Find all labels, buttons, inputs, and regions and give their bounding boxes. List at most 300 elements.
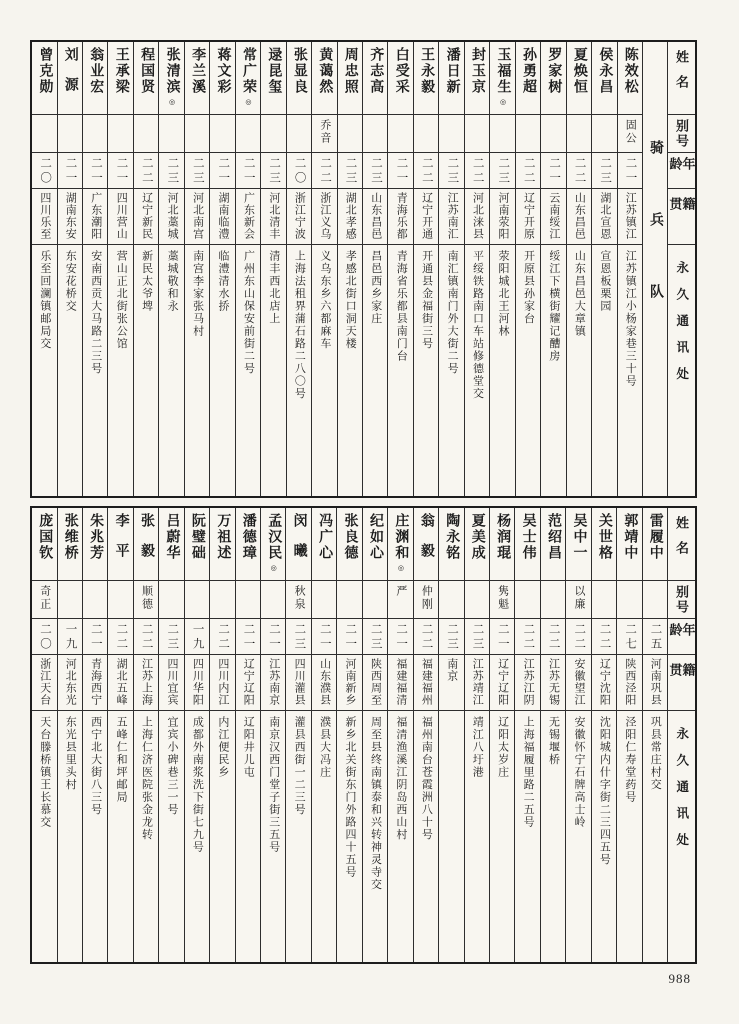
person-address: 青海省乐都县南门台	[388, 244, 412, 496]
person-column	[58, 508, 83, 962]
person-column	[286, 508, 311, 962]
column-header-address: 永久通讯处	[668, 710, 695, 962]
person-column	[439, 42, 464, 496]
person-alias	[515, 580, 539, 618]
person-age: 二一	[388, 152, 412, 188]
person-age: 二一	[210, 152, 234, 188]
person-address: 上海福履里路二五号	[515, 710, 539, 962]
person-alias	[108, 114, 132, 152]
column-header-age: 年龄	[668, 152, 695, 188]
person-name: 王永毅	[419, 47, 435, 95]
person-native-place: 河北南宫	[185, 188, 209, 244]
person-name: 张显良	[291, 47, 307, 95]
person-native-place: 辽宁辽阳	[490, 654, 514, 710]
person-native-place: 湖北宣恩	[592, 188, 616, 244]
header-column	[668, 508, 695, 962]
person-address: 藁城敬和永	[159, 244, 183, 496]
person-column	[83, 508, 108, 962]
person-alias	[363, 580, 387, 618]
person-name: 郭靖中	[622, 513, 638, 561]
person-name: 阮璧础	[189, 513, 205, 561]
person-native-place: 山东濮县	[312, 654, 336, 710]
person-native-place: 河南巩县	[643, 654, 667, 710]
person-column	[490, 42, 515, 496]
column-header-name: 姓名	[674, 50, 689, 100]
person-alias: 以廉	[566, 580, 590, 618]
person-alias	[388, 114, 412, 152]
person-native-place: 辽宁开通	[414, 188, 438, 244]
person-native-place: 江苏靖江	[465, 654, 489, 710]
person-column	[108, 508, 133, 962]
person-column	[236, 42, 261, 496]
person-alias	[159, 114, 183, 152]
person-name: 潘日新	[444, 47, 460, 95]
person-name: 夏美成	[469, 513, 485, 561]
person-age: 二一	[618, 152, 642, 188]
person-name: 张维桥	[62, 513, 78, 561]
person-alias	[210, 580, 234, 618]
person-name: 蒋文彩	[215, 47, 231, 95]
person-column	[515, 508, 540, 962]
person-native-place: 江苏无锡	[541, 654, 565, 710]
person-alias	[592, 114, 616, 152]
person-column	[261, 42, 286, 496]
person-native-place: 山东昌邑	[567, 188, 591, 244]
person-column	[210, 508, 235, 962]
person-native-place: 河南荥阳	[490, 188, 514, 244]
person-native-place: 四川灌县	[286, 654, 310, 710]
person-alias	[83, 114, 107, 152]
person-name: 罗家树	[546, 47, 562, 95]
person-name: 李平	[113, 513, 129, 573]
person-native-place: 湖北五峰	[108, 654, 132, 710]
person-name: 杨润琨	[495, 513, 511, 561]
person-name: 吴中一	[571, 513, 587, 561]
person-alias: 固公	[618, 114, 642, 152]
person-address: 西宁北大街八三号	[83, 710, 107, 962]
person-age: 二一	[541, 152, 565, 188]
person-alias	[541, 114, 565, 152]
person-name: 翁毅	[418, 513, 434, 573]
person-alias	[58, 114, 82, 152]
person-address: 内江便民乡	[210, 710, 234, 962]
person-address: 南宫李家张马村	[185, 244, 209, 496]
person-column	[592, 42, 617, 496]
person-address: 昌邑西乡家庄	[363, 244, 387, 496]
person-age: 二二	[515, 618, 539, 654]
person-native-place: 山东昌邑	[363, 188, 387, 244]
person-column	[159, 508, 184, 962]
person-alias	[337, 580, 361, 618]
person-alias: 乔音	[312, 114, 336, 152]
person-alias	[363, 114, 387, 152]
person-name: 陶永铭	[444, 513, 460, 561]
person-column	[643, 508, 668, 962]
person-age: 二二	[414, 618, 438, 654]
person-age: 二一	[261, 618, 285, 654]
person-column	[312, 508, 337, 962]
person-name: 夏焕恒	[571, 47, 587, 95]
person-address: 江苏镇江小杨家巷三十号	[618, 244, 642, 496]
person-age: 二三	[439, 152, 463, 188]
person-address: 新乡北关街东门外路四十五号	[337, 710, 361, 962]
person-name: 李兰溪	[190, 47, 206, 95]
person-age: 二一	[108, 152, 132, 188]
person-native-place: 青海西宁	[83, 654, 107, 710]
person-column	[338, 42, 363, 496]
person-column	[567, 42, 592, 496]
person-age: 二三	[261, 152, 285, 188]
person-alias	[414, 114, 438, 152]
person-column	[516, 42, 541, 496]
person-native-place: 河北东光	[58, 654, 82, 710]
person-name: 常广荣◎	[240, 47, 256, 106]
person-alias	[592, 580, 616, 618]
person-native-place: 广东新会	[236, 188, 260, 244]
person-age: 二一	[312, 618, 336, 654]
person-alias	[541, 580, 565, 618]
person-column	[363, 42, 388, 496]
person-address: 辽阳井儿屯	[236, 710, 260, 962]
person-native-place: 青海乐都	[388, 188, 412, 244]
person-native-place: 江苏镇江	[618, 188, 642, 244]
person-address: 东安花桥交	[58, 244, 82, 496]
person-alias	[261, 580, 285, 618]
person-column	[388, 42, 413, 496]
person-native-place: 福建福州	[414, 654, 438, 710]
person-age: 二二	[465, 152, 489, 188]
person-name: 朱兆芳	[88, 513, 104, 561]
person-name: 关世格	[596, 513, 612, 561]
person-name: 周忠照	[342, 47, 358, 95]
column-header-alias: 别号	[668, 580, 695, 618]
person-address: 开通县金福街三号	[414, 244, 438, 496]
person-age: 二三	[286, 618, 310, 654]
person-alias	[185, 114, 209, 152]
person-address: 濮县大冯庄	[312, 710, 336, 962]
person-native-place: 河北涞县	[465, 188, 489, 244]
person-name: 孟汉民◎	[266, 513, 282, 572]
person-address: 东光县里头村	[58, 710, 82, 962]
person-native-place: 四川营山	[108, 188, 132, 244]
person-address: 山东昌邑大章镇	[567, 244, 591, 496]
person-address: 周至县终南镇泰和兴转神灵寺交	[363, 710, 387, 962]
person-address: 泾阳仁寿堂药号	[617, 710, 641, 962]
person-age: 二二	[414, 152, 438, 188]
person-address: 天台滕桥镇王长慕交	[32, 710, 56, 962]
person-alias	[567, 114, 591, 152]
person-column	[439, 508, 464, 962]
person-column	[465, 42, 490, 496]
person-address: 宜宾小碑巷三一号	[159, 710, 183, 962]
person-address	[439, 710, 463, 962]
person-name: 张毅	[139, 513, 155, 573]
person-column	[541, 42, 566, 496]
person-age: 二〇	[32, 618, 56, 654]
person-name: 万祖述	[215, 513, 231, 561]
person-column	[159, 42, 184, 496]
person-age: 二一	[236, 152, 260, 188]
person-age: 二三	[338, 152, 362, 188]
person-name: 纪如心	[367, 513, 383, 561]
person-name: 孙勇超	[520, 47, 536, 95]
person-address: 宣恩板栗园	[592, 244, 616, 496]
person-age: 二一	[490, 618, 514, 654]
person-column	[287, 42, 312, 496]
person-alias	[617, 580, 641, 618]
column-header-address: 永久通讯处	[668, 244, 695, 496]
page-number: 988	[668, 971, 691, 986]
column-header-native-place: 籍贯	[668, 188, 695, 244]
name-note-mark: ◎	[269, 563, 278, 572]
person-native-place: 河南新乡	[337, 654, 361, 710]
person-alias: 隽魁	[490, 580, 514, 618]
person-name: 张良德	[342, 513, 358, 561]
person-column	[32, 508, 57, 962]
person-alias	[465, 114, 489, 152]
person-alias	[516, 114, 540, 152]
person-name: 黄蔼然	[317, 47, 333, 95]
person-age: 二二	[134, 618, 158, 654]
person-age: 二二	[566, 618, 590, 654]
person-address: 平绥铁路南口车站修德堂交	[465, 244, 489, 496]
header-column	[668, 42, 695, 496]
person-column	[490, 508, 515, 962]
person-column	[210, 42, 235, 496]
person-column	[465, 508, 490, 962]
person-age: 二一	[388, 618, 412, 654]
person-age: 二一	[236, 618, 260, 654]
person-alias: 仲刚	[414, 580, 438, 618]
person-address: 辽阳太岁庄	[490, 710, 514, 962]
person-name: 王承梁	[113, 47, 129, 95]
roster-table-bottom	[30, 506, 697, 964]
person-age: 二二	[592, 618, 616, 654]
person-native-place: 福建福清	[388, 654, 412, 710]
column-header-alias: 别号	[668, 114, 695, 152]
person-age: 二三	[490, 152, 514, 188]
column-header-age: 年龄	[668, 618, 695, 654]
person-age: 二三	[439, 618, 463, 654]
name-note-mark: ◎	[167, 97, 176, 106]
person-column	[108, 42, 133, 496]
person-age: 一九	[58, 618, 82, 654]
person-age: 二三	[363, 618, 387, 654]
name-note-mark: ◎	[396, 563, 405, 572]
person-alias	[490, 114, 514, 152]
person-native-place: 江苏南京	[261, 654, 285, 710]
person-address: 灌县西街一二三号	[286, 710, 310, 962]
person-name: 齐志高	[368, 47, 384, 95]
person-name: 吕蔚华	[164, 513, 180, 561]
name-note-mark: ◎	[498, 97, 507, 106]
person-name: 陈效松	[622, 47, 638, 95]
person-address: 义乌东乡六都麻车	[312, 244, 336, 496]
person-name: 玉福生◎	[495, 47, 511, 106]
person-column	[185, 42, 210, 496]
person-address: 无锡堰桥	[541, 710, 565, 962]
person-name: 庄渊和◎	[393, 513, 409, 572]
person-address: 福清渔溪江阴岛西山村	[388, 710, 412, 962]
person-column	[566, 508, 591, 962]
person-column	[414, 508, 439, 962]
person-alias	[185, 580, 209, 618]
person-alias: 奇正	[32, 580, 56, 618]
person-name: 逯昆玺	[266, 47, 282, 95]
person-name: 白受采	[393, 47, 409, 95]
person-age: 二二	[134, 152, 158, 188]
person-address: 成都外南浆洗下街七九号	[185, 710, 209, 962]
person-native-place: 四川华阳	[185, 654, 209, 710]
person-age: 二二	[516, 152, 540, 188]
person-column	[414, 42, 439, 496]
person-native-place: 辽宁沈阳	[592, 654, 616, 710]
person-alias	[643, 580, 667, 618]
person-age: 二二	[312, 152, 336, 188]
person-native-place: 湖南临澧	[210, 188, 234, 244]
person-address: 福州南台苍霞洲八十号	[414, 710, 438, 962]
person-native-place: 辽宁辽阳	[236, 654, 260, 710]
person-column	[32, 42, 57, 496]
person-address: 孝感北街口洞天楼	[338, 244, 362, 496]
person-alias	[465, 580, 489, 618]
person-address: 安南西贡大马路二三号	[83, 244, 107, 496]
person-column	[617, 508, 642, 962]
person-address: 巩县常庄村交	[643, 710, 667, 962]
person-name: 吴士伟	[520, 513, 536, 561]
person-native-place: 安徽望江	[566, 654, 590, 710]
person-address: 南汇镇南门外大街二号	[439, 244, 463, 496]
person-alias	[312, 580, 336, 618]
person-column	[134, 508, 159, 962]
person-column	[541, 508, 566, 962]
person-native-place: 辽宁新民	[134, 188, 158, 244]
person-age: 二二	[210, 618, 234, 654]
person-column	[337, 508, 362, 962]
name-note-mark: ◎	[243, 97, 252, 106]
person-address: 荥阳城北王河林	[490, 244, 514, 496]
person-age: 二三	[159, 152, 183, 188]
person-address: 沈阳城内什字街二三四五号	[592, 710, 616, 962]
person-address: 靖江八圩港	[465, 710, 489, 962]
person-age: 二〇	[287, 152, 311, 188]
person-alias	[287, 114, 311, 152]
person-native-place: 云南绥江	[541, 188, 565, 244]
person-column	[363, 508, 388, 962]
person-native-place: 浙江天台	[32, 654, 56, 710]
person-age: 二五	[643, 618, 667, 654]
person-alias	[236, 114, 260, 152]
person-column	[618, 42, 643, 496]
section-label-column	[643, 42, 668, 496]
person-alias: 严	[388, 580, 412, 618]
person-native-place: 江苏江阴	[515, 654, 539, 710]
person-native-place: 河北清丰	[261, 188, 285, 244]
person-age: 二〇	[32, 152, 56, 188]
person-alias: 秋泉	[286, 580, 310, 618]
person-alias	[32, 114, 56, 152]
person-native-place: 四川乐至	[32, 188, 56, 244]
person-age: 二二	[567, 152, 591, 188]
person-address: 安徽怀宁石牌高士岭	[566, 710, 590, 962]
person-native-place: 湖北孝感	[338, 188, 362, 244]
column-header-name: 姓名	[674, 516, 689, 566]
person-address: 五峰仁和坪邮局	[108, 710, 132, 962]
person-name: 冯广心	[317, 513, 333, 561]
person-name: 潘德璋	[240, 513, 256, 561]
person-address: 广州东山保安前街二号	[236, 244, 260, 496]
person-native-place: 江苏南汇	[439, 188, 463, 244]
person-column	[134, 42, 159, 496]
person-age: 二二	[541, 618, 565, 654]
person-age: 二一	[337, 618, 361, 654]
person-age: 二三	[363, 152, 387, 188]
person-age: 二二	[108, 618, 132, 654]
person-alias	[134, 114, 158, 152]
person-native-place: 浙江义乌	[312, 188, 336, 244]
person-column	[236, 508, 261, 962]
person-native-place: 浙江宁波	[287, 188, 311, 244]
person-age: 二三	[159, 618, 183, 654]
person-name: 范绍昌	[546, 513, 562, 561]
person-name: 庞国钦	[37, 513, 53, 561]
person-address: 乐至回澜镇邮局交	[32, 244, 56, 496]
person-address: 营山正北街张公馆	[108, 244, 132, 496]
person-native-place: 江苏上海	[134, 654, 158, 710]
person-column	[388, 508, 413, 962]
person-address: 新民太爷埤	[134, 244, 158, 496]
person-address: 上海法租界蒲石路二八〇号	[287, 244, 311, 496]
person-age: 二三	[465, 618, 489, 654]
person-address: 开原县孙家台	[516, 244, 540, 496]
person-native-place: 四川内江	[210, 654, 234, 710]
person-age: 二三	[592, 152, 616, 188]
person-native-place: 河北藁城	[159, 188, 183, 244]
person-native-place: 南京	[439, 654, 463, 710]
person-age: 一九	[185, 618, 209, 654]
person-alias	[108, 580, 132, 618]
person-column	[592, 508, 617, 962]
person-native-place: 陕西周至	[363, 654, 387, 710]
person-column	[185, 508, 210, 962]
person-name: 雷履中	[647, 513, 663, 561]
person-native-place: 陕西泾阳	[617, 654, 641, 710]
person-age: 二一	[58, 152, 82, 188]
person-age: 二七	[617, 618, 641, 654]
person-name: 张清滨◎	[164, 47, 180, 106]
person-name: 侯永昌	[597, 47, 613, 95]
person-alias	[261, 114, 285, 152]
person-name: 翁业宏	[88, 47, 104, 95]
person-age: 二三	[185, 152, 209, 188]
person-address: 南京汉西门堂子街三五号	[261, 710, 285, 962]
roster-table-top	[30, 40, 697, 498]
person-alias: 顺德	[134, 580, 158, 618]
person-address: 绥江下横街耀记醩房	[541, 244, 565, 496]
person-column	[312, 42, 337, 496]
person-native-place: 四川宜宾	[159, 654, 183, 710]
person-age: 二一	[83, 618, 107, 654]
person-name: 曾克勋	[37, 47, 53, 95]
person-column	[261, 508, 286, 962]
person-alias	[58, 580, 82, 618]
person-address: 清丰西北店上	[261, 244, 285, 496]
person-name: 闵曦	[291, 513, 307, 573]
person-alias	[210, 114, 234, 152]
person-native-place: 广东潮阳	[83, 188, 107, 244]
person-address: 上海仁济医院张金龙转	[134, 710, 158, 962]
person-address: 临澧清水挢	[210, 244, 234, 496]
